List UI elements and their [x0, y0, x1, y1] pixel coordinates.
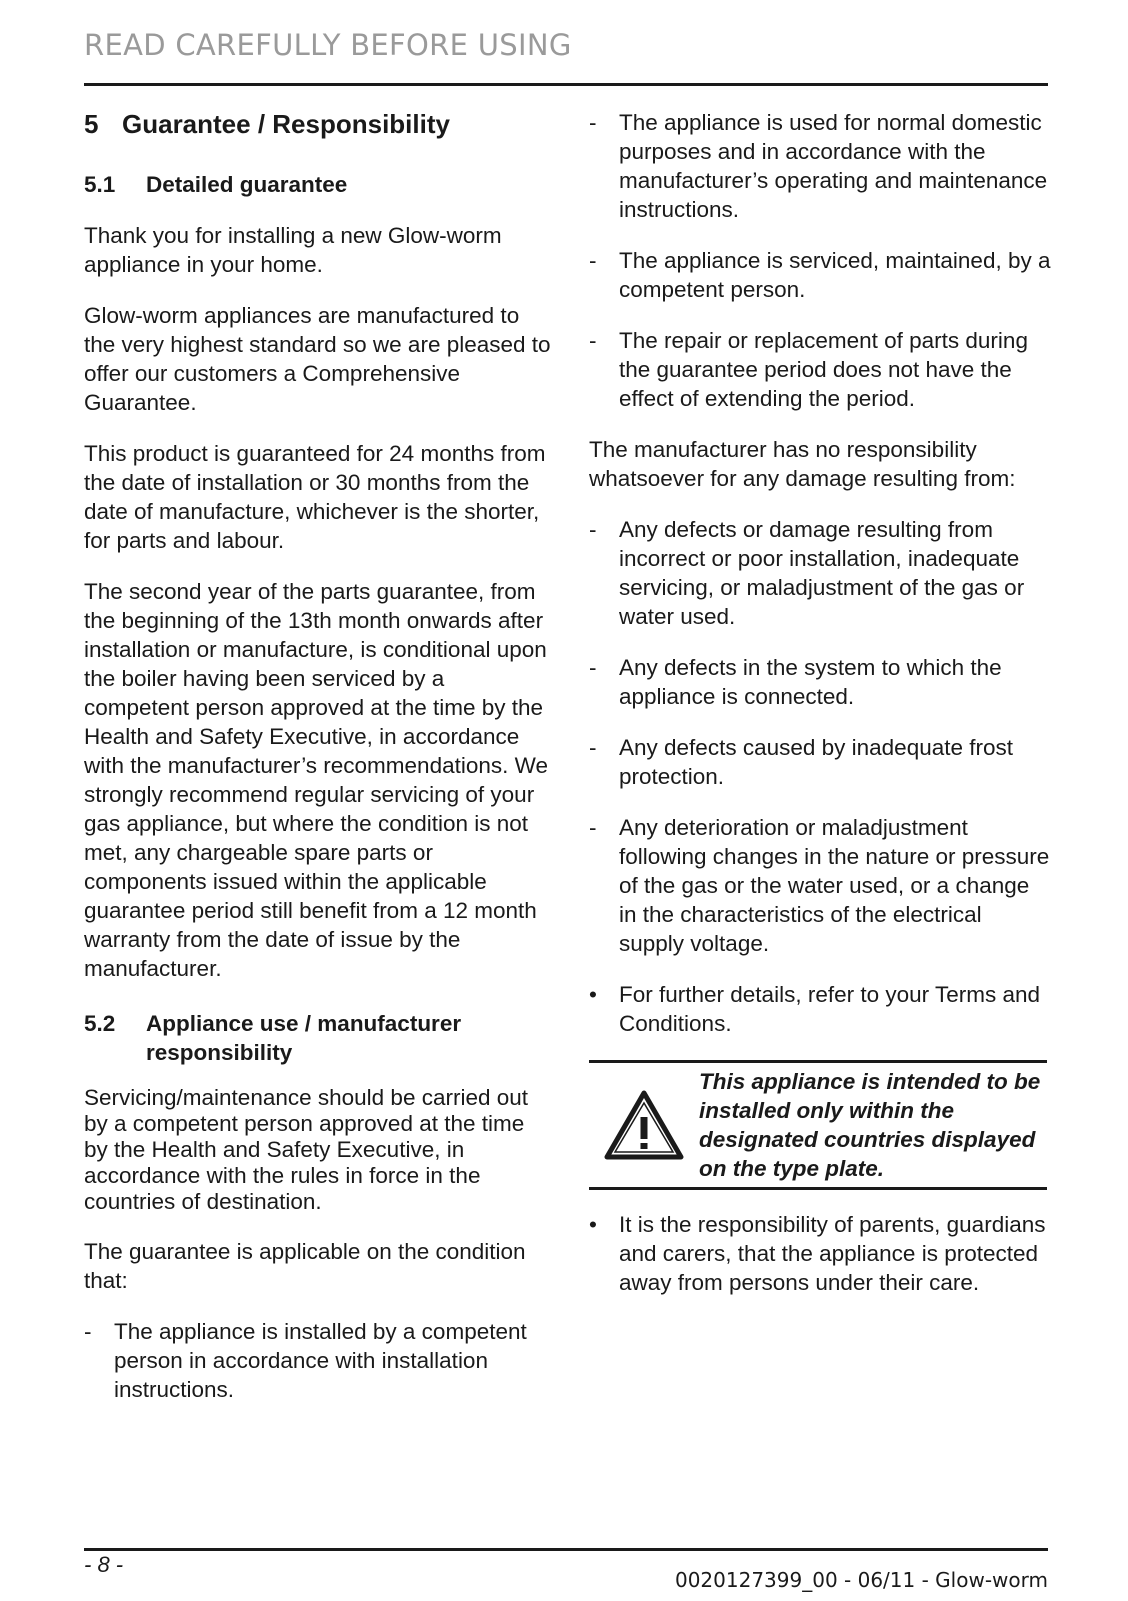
dash-mark: -	[589, 248, 597, 273]
dash-mark: -	[589, 655, 597, 680]
list-item-text: Any deterioration or maladjustment following changes in the nature or pressure of the gas or the water used, or a change in the characteristics of the electrical supply voltage.	[619, 815, 1050, 956]
list-item	[589, 515, 1051, 631]
header-rule	[84, 83, 1048, 86]
list-item	[589, 813, 1051, 958]
warning-box	[589, 1060, 1047, 1190]
list-item	[589, 733, 1051, 791]
bullet-mark: •	[589, 1212, 597, 1237]
bullet-item-text: For further details, refer to your Terms and Conditions.	[619, 982, 1041, 1036]
warning-text: This appliance is intended to be installed only within the designated countries displayed on the type plate.	[699, 1069, 1041, 1181]
left-column	[84, 108, 554, 1426]
paragraph: This product is guaranteed for 24 months from the date of installation or 30 months from the date of manufacture, whichever is the shorter, for parts and labour.	[84, 441, 546, 553]
document-reference: 0020127399_00 - 06/11 - Glow-worm	[674, 1568, 1048, 1592]
section-number: 5	[84, 109, 99, 139]
list-item	[84, 1317, 554, 1404]
list-item-text: The appliance is installed by a competent person in accordance with installation instructions.	[114, 1319, 527, 1402]
list-item-text: The appliance is used for normal domestic purposes and in accordance with the manufacturer’s operating and maintenance instructions.	[619, 110, 1048, 222]
dash-mark: -	[589, 328, 597, 353]
list-item-text: The repair or replacement of parts during the guarantee period does not have the effect of extending the period.	[619, 328, 1028, 411]
paragraph: The second year of the parts guarantee, from the beginning of the 13th month onwards after installation or manufacture, is conditional upon the boiler having been serviced by a competent person approved at the time by the Health and Safety Executive, in accordance with the manufacturer’s recommendations. We strongly recommend regular servicing of your gas appliance, but where the condition is not met, any chargeable spare parts or components issued within the applicable guarantee period still benefit from a 12 month warranty from the date of issue by the manufacturer.	[84, 579, 548, 981]
dash-mark: -	[589, 517, 597, 542]
subsection-heading-5-2	[84, 1009, 554, 1067]
subsection-heading-5-1	[84, 170, 554, 199]
subsection-number: 5.2	[84, 1011, 116, 1036]
bullet-item	[589, 1210, 1051, 1297]
paragraph: Thank you for installing a new Glow-worm appliance in your home.	[84, 223, 502, 277]
list-item	[589, 246, 1051, 304]
bullet-item	[589, 980, 1051, 1038]
list-item-text: Any defects in the system to which the appliance is connected.	[619, 655, 1002, 709]
paragraph: The guarantee is applicable on the condition that:	[84, 1239, 526, 1293]
dash-mark: -	[589, 815, 597, 840]
bullet-item-text: It is the responsibility of parents, guardians and carers, that the appliance is protected away from persons under their care.	[619, 1212, 1046, 1295]
dash-mark: -	[84, 1319, 92, 1344]
list-item	[589, 326, 1051, 413]
header-title: READ CAREFULLY BEFORE USING	[84, 28, 572, 62]
list-item-text: The appliance is serviced, maintained, by a competent person.	[619, 248, 1051, 302]
footer-rule	[84, 1548, 1048, 1551]
warning-triangle-icon	[589, 1089, 699, 1161]
paragraph: Servicing/maintenance should be carried out by a competent person approved at the time by the Health and Safety Executive, in accordance with the rules in force in the countries of destination.	[84, 1085, 529, 1214]
list-item-text: Any defects or damage resulting from incorrect or poor installation, inadequate servicing, or maladjustment of the gas or water used.	[619, 517, 1025, 629]
section-heading	[84, 108, 554, 140]
list-item-text: Any defects caused by inadequate frost protection.	[619, 735, 1014, 789]
subsection-title: Detailed guarantee	[146, 172, 348, 197]
list-item	[589, 108, 1051, 224]
paragraph: The manufacturer has no responsibility whatsoever for any damage resulting from:	[589, 437, 1016, 491]
dash-mark: -	[589, 110, 597, 135]
list-item	[589, 653, 1051, 711]
section-title: Guarantee / Responsibility	[122, 109, 450, 139]
right-column	[589, 108, 1051, 1319]
bullet-mark: •	[589, 982, 597, 1007]
paragraph: Glow-worm appliances are manufactured to the very highest standard so we are pleased to offer our customers a Comprehensive Guarantee.	[84, 303, 551, 415]
dash-mark: -	[589, 735, 597, 760]
subsection-number: 5.1	[84, 172, 116, 197]
page-number: - 8 -	[84, 1552, 124, 1577]
subsection-title: Appliance use / manufacturer responsibility	[146, 1011, 462, 1065]
